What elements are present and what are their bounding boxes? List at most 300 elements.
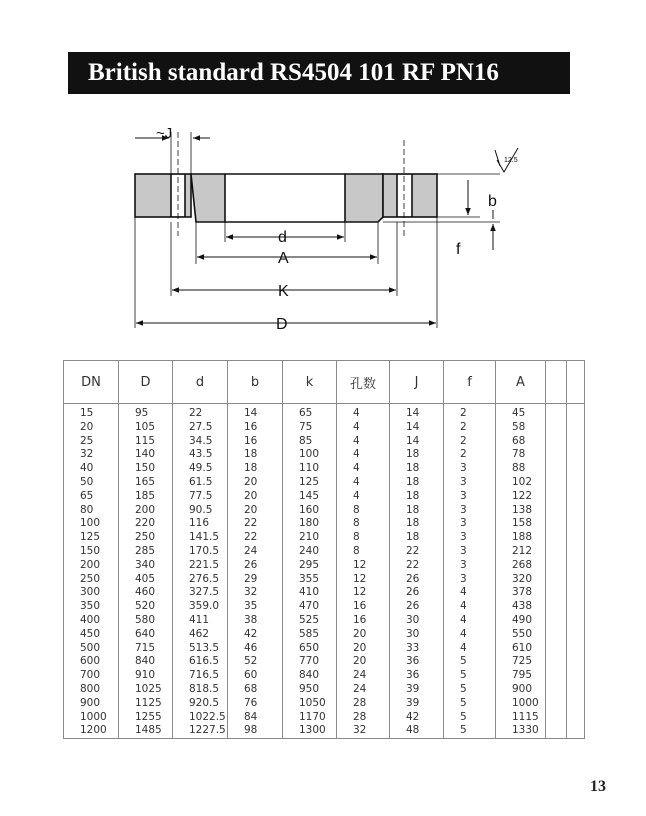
- table-cell: 100: [283, 448, 337, 462]
- table-cell: 5: [444, 697, 496, 711]
- table-cell: 8: [337, 531, 390, 545]
- table-cell: [546, 697, 567, 711]
- table-cell: 20: [337, 642, 390, 656]
- table-cell: 18: [390, 531, 444, 545]
- table-cell: 1022.5: [173, 711, 228, 725]
- table-cell: 400: [64, 614, 119, 628]
- table-cell: [567, 711, 585, 725]
- table-cell: 200: [64, 559, 119, 573]
- table-cell: 39: [390, 697, 444, 711]
- table-cell: 8: [337, 545, 390, 559]
- table-cell: 900: [64, 697, 119, 711]
- table-row: [64, 531, 585, 545]
- table-cell: 22: [390, 559, 444, 573]
- col-header-j: J: [390, 361, 444, 404]
- table-cell: 84: [228, 711, 283, 725]
- table-cell: [546, 614, 567, 628]
- table-cell: 88: [496, 462, 546, 476]
- table-cell: 221.5: [173, 559, 228, 573]
- table-row: [64, 711, 585, 725]
- table-cell: 76: [228, 697, 283, 711]
- table-cell: 1170: [283, 711, 337, 725]
- table-cell: 8: [337, 517, 390, 531]
- table-cell: 14: [390, 435, 444, 449]
- table-cell: 4: [337, 448, 390, 462]
- table-cell: 350: [64, 600, 119, 614]
- table-cell: 378: [496, 586, 546, 600]
- table-cell: [546, 404, 567, 421]
- table-cell: 40: [64, 462, 119, 476]
- table-cell: 20: [64, 421, 119, 435]
- page-number: 13: [590, 778, 606, 795]
- table-cell: 68: [228, 683, 283, 697]
- table-cell: 4: [337, 435, 390, 449]
- table-cell: 550: [496, 628, 546, 642]
- table-cell: 700: [64, 669, 119, 683]
- table-cell: [546, 421, 567, 435]
- table-row: [64, 683, 585, 697]
- table-row: [64, 697, 585, 711]
- table-cell: 32: [64, 448, 119, 462]
- table-cell: [567, 697, 585, 711]
- table-cell: 500: [64, 642, 119, 656]
- table-cell: 5: [444, 711, 496, 725]
- table-cell: 327.5: [173, 586, 228, 600]
- table-row: [64, 490, 585, 504]
- table-cell: [546, 517, 567, 531]
- table-cell: 2: [444, 404, 496, 421]
- table-cell: 18: [390, 517, 444, 531]
- table-cell: [546, 531, 567, 545]
- table-cell: 141.5: [173, 531, 228, 545]
- table-cell: 300: [64, 586, 119, 600]
- table-cell: 450: [64, 628, 119, 642]
- table-cell: 158: [496, 517, 546, 531]
- table-cell: 18: [228, 448, 283, 462]
- table-cell: 52: [228, 655, 283, 669]
- table-cell: 1255: [119, 711, 173, 725]
- table-cell: 26: [390, 600, 444, 614]
- table-row: [64, 669, 585, 683]
- table-cell: 48: [390, 724, 444, 738]
- table-cell: 1000: [64, 711, 119, 725]
- table-row: [64, 517, 585, 531]
- table-cell: 470: [283, 600, 337, 614]
- table-cell: 1025: [119, 683, 173, 697]
- table-cell: 411: [173, 614, 228, 628]
- table-cell: 18: [390, 476, 444, 490]
- table-cell: 26: [228, 559, 283, 573]
- table-cell: 160: [283, 504, 337, 518]
- table-cell: 22: [228, 531, 283, 545]
- table-cell: 840: [119, 655, 173, 669]
- table-cell: 16: [228, 435, 283, 449]
- table-cell: 16: [337, 614, 390, 628]
- table-cell: [546, 600, 567, 614]
- col-header-dn: DN: [64, 361, 119, 404]
- table-cell: 18: [390, 490, 444, 504]
- table-cell: 340: [119, 559, 173, 573]
- table-cell: 61.5: [173, 476, 228, 490]
- table-row: [64, 404, 585, 421]
- table-cell: [546, 724, 567, 738]
- table-cell: 920.5: [173, 697, 228, 711]
- table-cell: 42: [390, 711, 444, 725]
- table-cell: 716.5: [173, 669, 228, 683]
- table-row: [64, 724, 585, 738]
- table-cell: 14: [228, 404, 283, 421]
- table-row: [64, 476, 585, 490]
- table-cell: [546, 642, 567, 656]
- table-cell: 32: [228, 586, 283, 600]
- table-cell: 125: [64, 531, 119, 545]
- table-cell: 45: [496, 404, 546, 421]
- col-header-b: b: [228, 361, 283, 404]
- col-header-d-outer: D: [119, 361, 173, 404]
- table-cell: 22: [228, 517, 283, 531]
- table-cell: 355: [283, 573, 337, 587]
- table-cell: 3: [444, 462, 496, 476]
- table-cell: 14: [390, 404, 444, 421]
- table-cell: [567, 531, 585, 545]
- table-cell: 29: [228, 573, 283, 587]
- table-cell: 36: [390, 655, 444, 669]
- table-cell: 12: [337, 573, 390, 587]
- table-cell: 18: [390, 462, 444, 476]
- table-cell: [546, 435, 567, 449]
- table-cell: 33: [390, 642, 444, 656]
- table-row: [64, 628, 585, 642]
- table-cell: 250: [119, 531, 173, 545]
- table-cell: [567, 476, 585, 490]
- table-row: [64, 559, 585, 573]
- table-row: [64, 614, 585, 628]
- col-header-d: d: [173, 361, 228, 404]
- table-cell: 115: [119, 435, 173, 449]
- table-cell: [546, 545, 567, 559]
- table-cell: 1227.5: [173, 724, 228, 738]
- table-cell: 30: [390, 628, 444, 642]
- table-cell: 116: [173, 517, 228, 531]
- table-cell: [567, 545, 585, 559]
- table-cell: 60: [228, 669, 283, 683]
- table-cell: [567, 504, 585, 518]
- label-outer-d: D: [276, 316, 288, 333]
- table-cell: 145: [283, 490, 337, 504]
- table-row: [64, 642, 585, 656]
- table-cell: 4: [444, 586, 496, 600]
- table-cell: 4: [444, 642, 496, 656]
- table-cell: 3: [444, 545, 496, 559]
- table-cell: 5: [444, 669, 496, 683]
- table-cell: 2: [444, 448, 496, 462]
- table-row: [64, 504, 585, 518]
- table-cell: 105: [119, 421, 173, 435]
- table-cell: 80: [64, 504, 119, 518]
- table-cell: 1115: [496, 711, 546, 725]
- table-row: [64, 435, 585, 449]
- table-cell: 43.5: [173, 448, 228, 462]
- table-cell: 38: [228, 614, 283, 628]
- table-cell: 14: [390, 421, 444, 435]
- table-row: [64, 586, 585, 600]
- table-cell: 725: [496, 655, 546, 669]
- table-cell: 49.5: [173, 462, 228, 476]
- table-cell: 68: [496, 435, 546, 449]
- table-cell: 27.5: [173, 421, 228, 435]
- label-k: K: [278, 283, 289, 300]
- table-cell: 5: [444, 655, 496, 669]
- table-cell: 15: [64, 404, 119, 421]
- table-cell: 3: [444, 517, 496, 531]
- table-cell: 46: [228, 642, 283, 656]
- table-cell: 1125: [119, 697, 173, 711]
- table-cell: 95: [119, 404, 173, 421]
- table-cell: [567, 600, 585, 614]
- col-header-blank-2: [567, 361, 585, 404]
- table-cell: 185: [119, 490, 173, 504]
- table-header-row: [64, 361, 585, 404]
- table-cell: 240: [283, 545, 337, 559]
- table-cell: 650: [283, 642, 337, 656]
- table-cell: [567, 655, 585, 669]
- table-cell: 122: [496, 490, 546, 504]
- table-cell: 18: [228, 462, 283, 476]
- table-cell: [546, 711, 567, 725]
- table-cell: [546, 462, 567, 476]
- table-cell: [567, 448, 585, 462]
- table-cell: 295: [283, 559, 337, 573]
- table-cell: 102: [496, 476, 546, 490]
- flange-left-hub: [191, 174, 225, 222]
- table-cell: 77.5: [173, 490, 228, 504]
- table-cell: 3: [444, 531, 496, 545]
- table-cell: 50: [64, 476, 119, 490]
- table-cell: 18: [390, 504, 444, 518]
- table-cell: 525: [283, 614, 337, 628]
- table-cell: 24: [337, 683, 390, 697]
- table-cell: 28: [337, 697, 390, 711]
- table-cell: 795: [496, 669, 546, 683]
- table-cell: 2: [444, 421, 496, 435]
- table-cell: 4: [444, 600, 496, 614]
- col-header-a: A: [496, 361, 546, 404]
- table-cell: 4: [337, 490, 390, 504]
- label-j: ~J: [156, 125, 173, 142]
- table-cell: [567, 559, 585, 573]
- table-cell: [546, 448, 567, 462]
- table-cell: 200: [119, 504, 173, 518]
- table-cell: [546, 559, 567, 573]
- table-cell: 85: [283, 435, 337, 449]
- table-cell: [567, 573, 585, 587]
- table-cell: 4: [337, 404, 390, 421]
- table-cell: 165: [119, 476, 173, 490]
- table-cell: 513.5: [173, 642, 228, 656]
- table-cell: 26: [390, 586, 444, 600]
- table-cell: 98: [228, 724, 283, 738]
- table-cell: 65: [64, 490, 119, 504]
- table-cell: 2: [444, 435, 496, 449]
- table-cell: [567, 586, 585, 600]
- flange-spec-table: [63, 360, 585, 739]
- table-row: [64, 600, 585, 614]
- table-cell: 150: [119, 462, 173, 476]
- table-row: [64, 462, 585, 476]
- table-cell: 75: [283, 421, 337, 435]
- table-cell: 140: [119, 448, 173, 462]
- table-cell: [567, 724, 585, 738]
- table-cell: 5: [444, 683, 496, 697]
- table-cell: 20: [337, 655, 390, 669]
- table-cell: 3: [444, 559, 496, 573]
- table-cell: 818.5: [173, 683, 228, 697]
- table-cell: 24: [228, 545, 283, 559]
- col-header-f: f: [444, 361, 496, 404]
- table-cell: [546, 490, 567, 504]
- table-cell: 65: [283, 404, 337, 421]
- table-cell: 268: [496, 559, 546, 573]
- table-cell: 30: [390, 614, 444, 628]
- table-cell: [567, 490, 585, 504]
- table-cell: 58: [496, 421, 546, 435]
- table-cell: 4: [337, 421, 390, 435]
- table-cell: 26: [390, 573, 444, 587]
- table-cell: 180: [283, 517, 337, 531]
- table-cell: 840: [283, 669, 337, 683]
- table-cell: 285: [119, 545, 173, 559]
- table-cell: 3: [444, 490, 496, 504]
- table-cell: [567, 683, 585, 697]
- label-f: f: [456, 241, 461, 258]
- table-cell: 1200: [64, 724, 119, 738]
- table-cell: 16: [228, 421, 283, 435]
- table-cell: 25: [64, 435, 119, 449]
- table-row: [64, 655, 585, 669]
- table-cell: 12: [337, 586, 390, 600]
- table-cell: 250: [64, 573, 119, 587]
- table-cell: 640: [119, 628, 173, 642]
- page-title: British standard RS4504 101 RF PN16: [68, 52, 570, 94]
- label-d: d: [278, 229, 287, 246]
- table-cell: 100: [64, 517, 119, 531]
- table-cell: 359.0: [173, 600, 228, 614]
- col-header-blank-1: [546, 361, 567, 404]
- table-cell: [546, 504, 567, 518]
- table-cell: 28: [337, 711, 390, 725]
- table-cell: [546, 628, 567, 642]
- table-cell: 600: [64, 655, 119, 669]
- table-cell: 276.5: [173, 573, 228, 587]
- table-cell: 4: [337, 462, 390, 476]
- table-cell: 32: [337, 724, 390, 738]
- table-cell: [567, 669, 585, 683]
- table-cell: [567, 642, 585, 656]
- table-cell: 462: [173, 628, 228, 642]
- table-cell: 20: [228, 476, 283, 490]
- table-cell: 900: [496, 683, 546, 697]
- table-cell: 39: [390, 683, 444, 697]
- table-cell: 22: [173, 404, 228, 421]
- table-cell: [546, 669, 567, 683]
- table-cell: 210: [283, 531, 337, 545]
- table-cell: 12: [337, 559, 390, 573]
- table-cell: 460: [119, 586, 173, 600]
- table-cell: [567, 435, 585, 449]
- table-cell: [546, 655, 567, 669]
- table-cell: 34.5: [173, 435, 228, 449]
- table-cell: 78: [496, 448, 546, 462]
- table-cell: [567, 462, 585, 476]
- table-cell: 8: [337, 504, 390, 518]
- table-cell: 580: [119, 614, 173, 628]
- table-row: [64, 421, 585, 435]
- table-cell: [546, 586, 567, 600]
- table-cell: 16: [337, 600, 390, 614]
- table-cell: [567, 421, 585, 435]
- table-cell: 20: [228, 504, 283, 518]
- table-cell: 24: [337, 669, 390, 683]
- table-cell: 20: [337, 628, 390, 642]
- table-cell: 90.5: [173, 504, 228, 518]
- table-cell: 110: [283, 462, 337, 476]
- table-cell: [567, 628, 585, 642]
- table-cell: 125: [283, 476, 337, 490]
- table-row: [64, 545, 585, 559]
- table-cell: 3: [444, 476, 496, 490]
- table-cell: 715: [119, 642, 173, 656]
- table-cell: 138: [496, 504, 546, 518]
- table-cell: [546, 573, 567, 587]
- table-cell: 18: [390, 448, 444, 462]
- col-header-k: k: [283, 361, 337, 404]
- table-cell: 585: [283, 628, 337, 642]
- table-cell: 490: [496, 614, 546, 628]
- table-cell: 910: [119, 669, 173, 683]
- table-cell: 1300: [283, 724, 337, 738]
- table-cell: 188: [496, 531, 546, 545]
- table-cell: 22: [390, 545, 444, 559]
- table-cell: 35: [228, 600, 283, 614]
- table-cell: 610: [496, 642, 546, 656]
- roughness-label: 12.5: [504, 157, 518, 164]
- flange-right-hub: [345, 174, 383, 222]
- table-cell: 616.5: [173, 655, 228, 669]
- col-header-hole-count: 孔数: [337, 361, 390, 404]
- table-cell: 20: [228, 490, 283, 504]
- table-cell: 3: [444, 504, 496, 518]
- table-cell: 42: [228, 628, 283, 642]
- table-cell: 170.5: [173, 545, 228, 559]
- label-b: b: [488, 193, 497, 210]
- table-cell: 212: [496, 545, 546, 559]
- table-cell: 405: [119, 573, 173, 587]
- flange-diagram: [100, 118, 520, 340]
- table-row: [64, 573, 585, 587]
- table-cell: [546, 476, 567, 490]
- table-cell: 4: [444, 614, 496, 628]
- table-cell: [546, 683, 567, 697]
- table-cell: 1485: [119, 724, 173, 738]
- table-cell: 3: [444, 573, 496, 587]
- table-cell: 320: [496, 573, 546, 587]
- label-a: A: [278, 250, 289, 267]
- table-row: [64, 448, 585, 462]
- table-cell: [567, 517, 585, 531]
- table-cell: 220: [119, 517, 173, 531]
- table-cell: 5: [444, 724, 496, 738]
- table-cell: 520: [119, 600, 173, 614]
